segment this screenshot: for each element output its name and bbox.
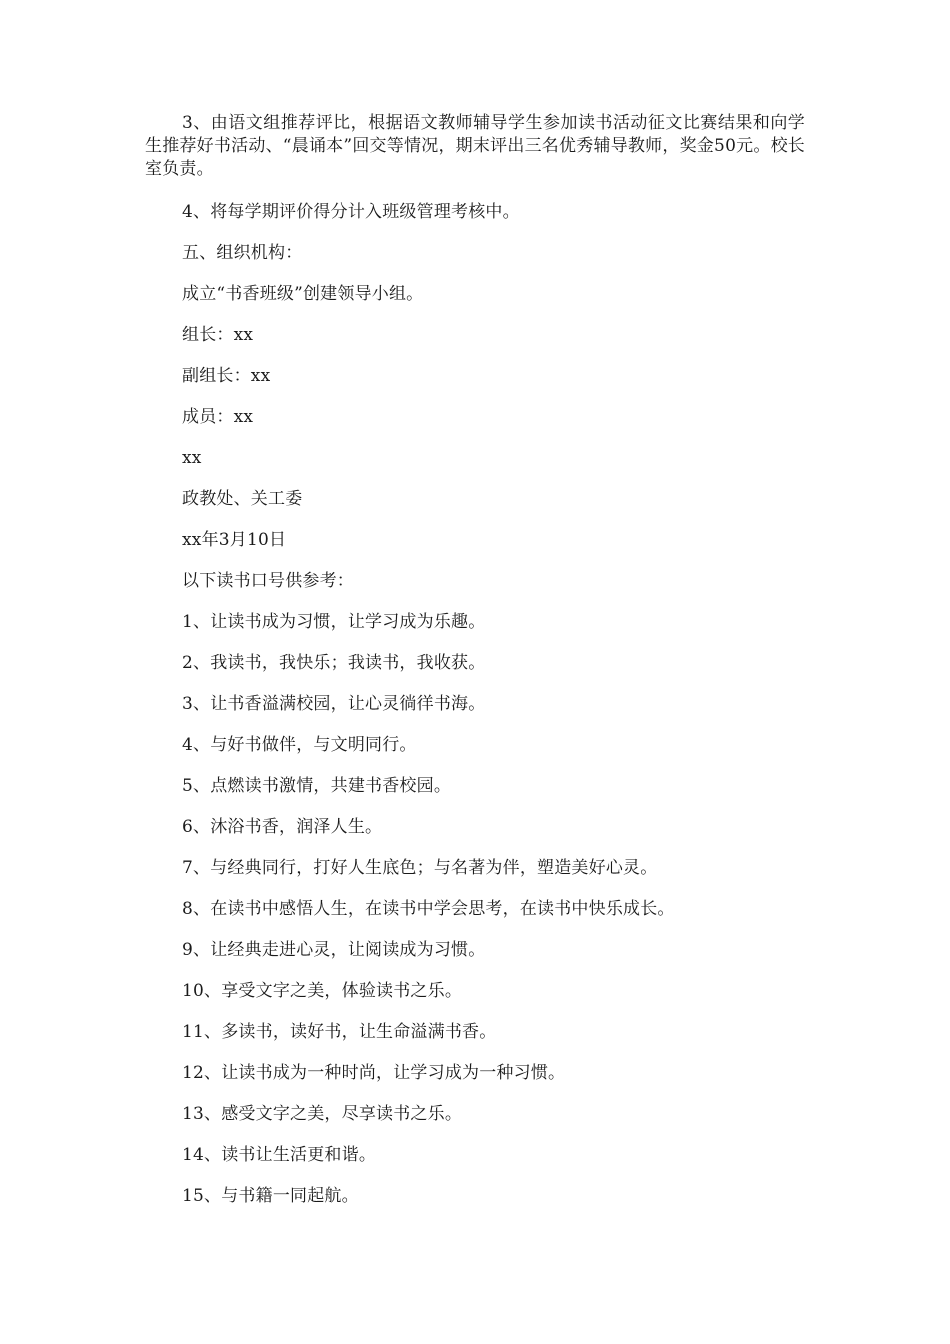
slogan-item: 15、与书籍一同起航。 <box>182 1186 359 1206</box>
slogan-item: 7、与经典同行，打好人生底色；与名著为伴，塑造美好心灵。 <box>182 858 658 878</box>
issue-date: xx年3月10日 <box>182 530 287 550</box>
slogans-intro: 以下读书口号供参考： <box>182 571 354 591</box>
document-body <box>145 112 805 181</box>
group-members: 成员：xx <box>182 407 254 427</box>
paragraph-leadership-group: 成立“书香班级”创建领导小组。 <box>182 284 424 304</box>
slogan-item: 5、点燃读书激情，共建书香校园。 <box>182 776 452 796</box>
school-name: xx <box>182 448 202 468</box>
issuing-department: 政教处、关工委 <box>182 489 303 509</box>
paragraph-evaluation-teachers: 3、由语文组推荐评比，根据语文教师辅导学生参加读书活动征文比赛结果和向学生推荐好书活动、“晨诵本”回交等情况，期末评出三名优秀辅导教师，奖金50元。校长室负责。 <box>145 113 805 179</box>
slogan-item: 10、享受文字之美，体验读书之乐。 <box>182 981 463 1001</box>
slogan-item: 6、沐浴书香，润泽人生。 <box>182 817 383 837</box>
slogan-item: 1、让读书成为习惯，让学习成为乐趣。 <box>182 612 486 632</box>
slogan-item: 12、让读书成为一种时尚，让学习成为一种习惯。 <box>182 1063 566 1083</box>
deputy-group-leader: 副组长：xx <box>182 366 271 386</box>
slogan-item: 2、我读书，我快乐；我读书，我收获。 <box>182 653 486 673</box>
section-heading-organization: 五、组织机构： <box>182 243 303 263</box>
group-leader: 组长：xx <box>182 325 254 345</box>
slogan-item: 14、读书让生活更和谐。 <box>182 1145 377 1165</box>
slogan-item: 8、在读书中感悟人生，在读书中学会思考，在读书中快乐成长。 <box>182 899 675 919</box>
slogan-item: 13、感受文字之美，尽享读书之乐。 <box>182 1104 463 1124</box>
paragraph-assessment: 4、将每学期评价得分计入班级管理考核中。 <box>182 202 520 222</box>
slogan-item: 4、与好书做伴，与文明同行。 <box>182 735 417 755</box>
slogan-item: 9、让经典走进心灵，让阅读成为习惯。 <box>182 940 486 960</box>
slogan-item: 3、让书香溢满校园，让心灵徜徉书海。 <box>182 694 486 714</box>
slogan-item: 11、多读书，读好书，让生命溢满书香。 <box>182 1022 497 1042</box>
